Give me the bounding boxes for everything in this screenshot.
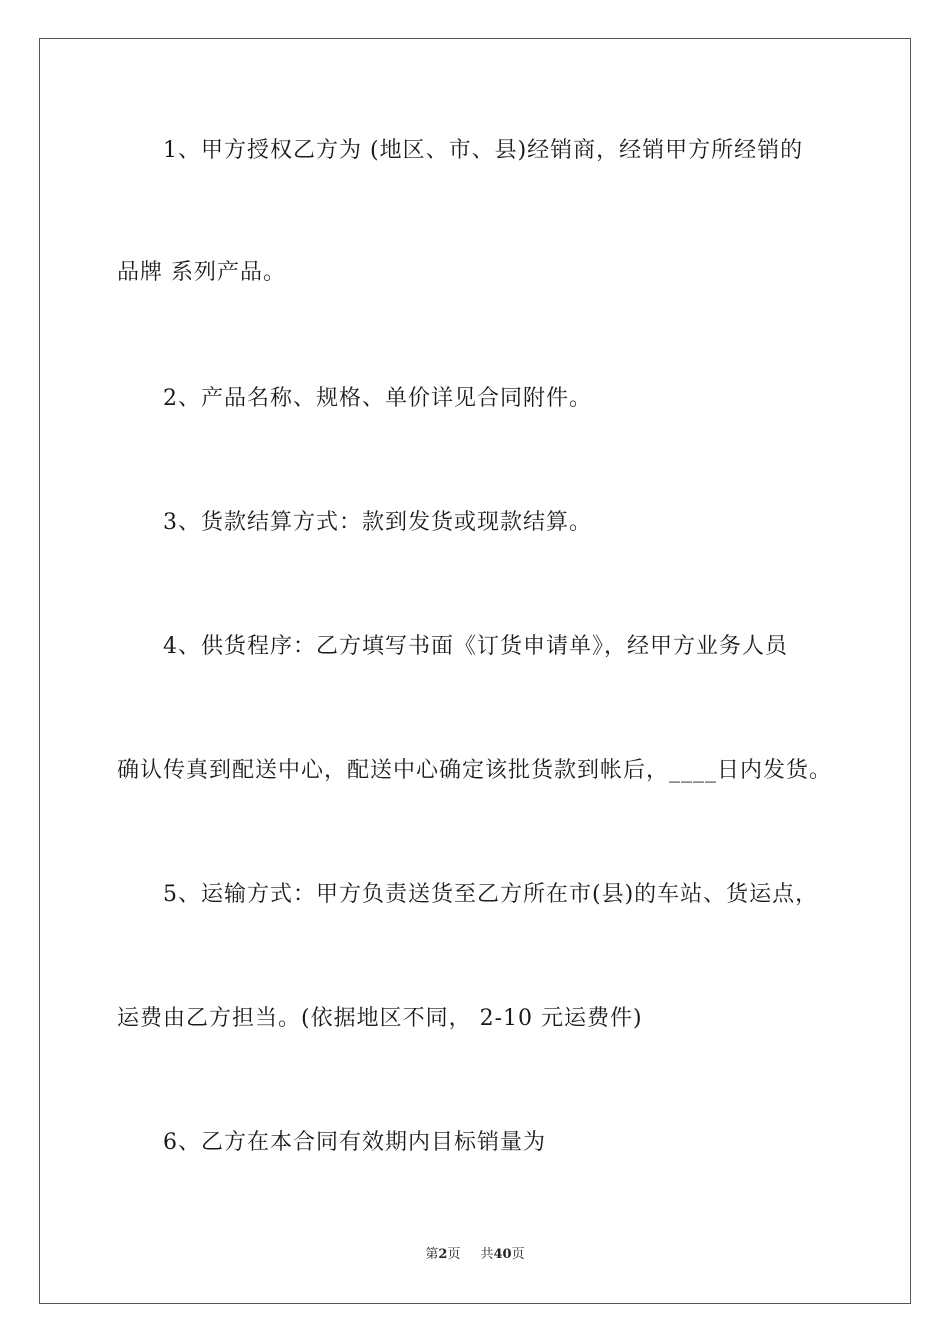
paragraph-5-continued: 运费由乙方担当。(依据地区不同， 2-10 元运费件) bbox=[117, 1006, 643, 1031]
paragraph-5: 5、运输方式：甲方负责送货至乙方所在市(县)的车站、货运点， bbox=[163, 882, 819, 907]
footer-total-prefix: 共 bbox=[480, 1247, 494, 1262]
paragraph-4: 4、供货程序：乙方填写书面《订货申请单》，经甲方业务人员 bbox=[163, 634, 788, 659]
paragraph-2: 2、产品名称、规格、单价详见合同附件。 bbox=[163, 386, 592, 411]
paragraph-1-continued: 品牌 系列产品。 bbox=[117, 260, 286, 285]
footer-page-prefix: 第 bbox=[425, 1247, 439, 1262]
paragraph-3: 3、货款结算方式：款到发货或现款结算。 bbox=[163, 510, 592, 535]
paragraph-4-continued: 确认传真到配送中心，配送中心确定该批货款到帐后，____日内发货。 bbox=[117, 758, 833, 783]
footer-total-pages: 40 bbox=[493, 1247, 512, 1262]
paragraph-1: 1、甲方授权乙方为 (地区、市、县)经销商，经销甲方所经销的 bbox=[163, 138, 804, 163]
footer-page-unit: 页 bbox=[447, 1247, 461, 1262]
footer-total-unit: 页 bbox=[511, 1247, 525, 1262]
page-frame bbox=[39, 38, 911, 1304]
paragraph-6: 6、乙方在本合同有效期内目标销量为 bbox=[163, 1130, 546, 1155]
footer-page-number: 2 bbox=[438, 1247, 448, 1262]
page-footer bbox=[0, 1246, 950, 1264]
